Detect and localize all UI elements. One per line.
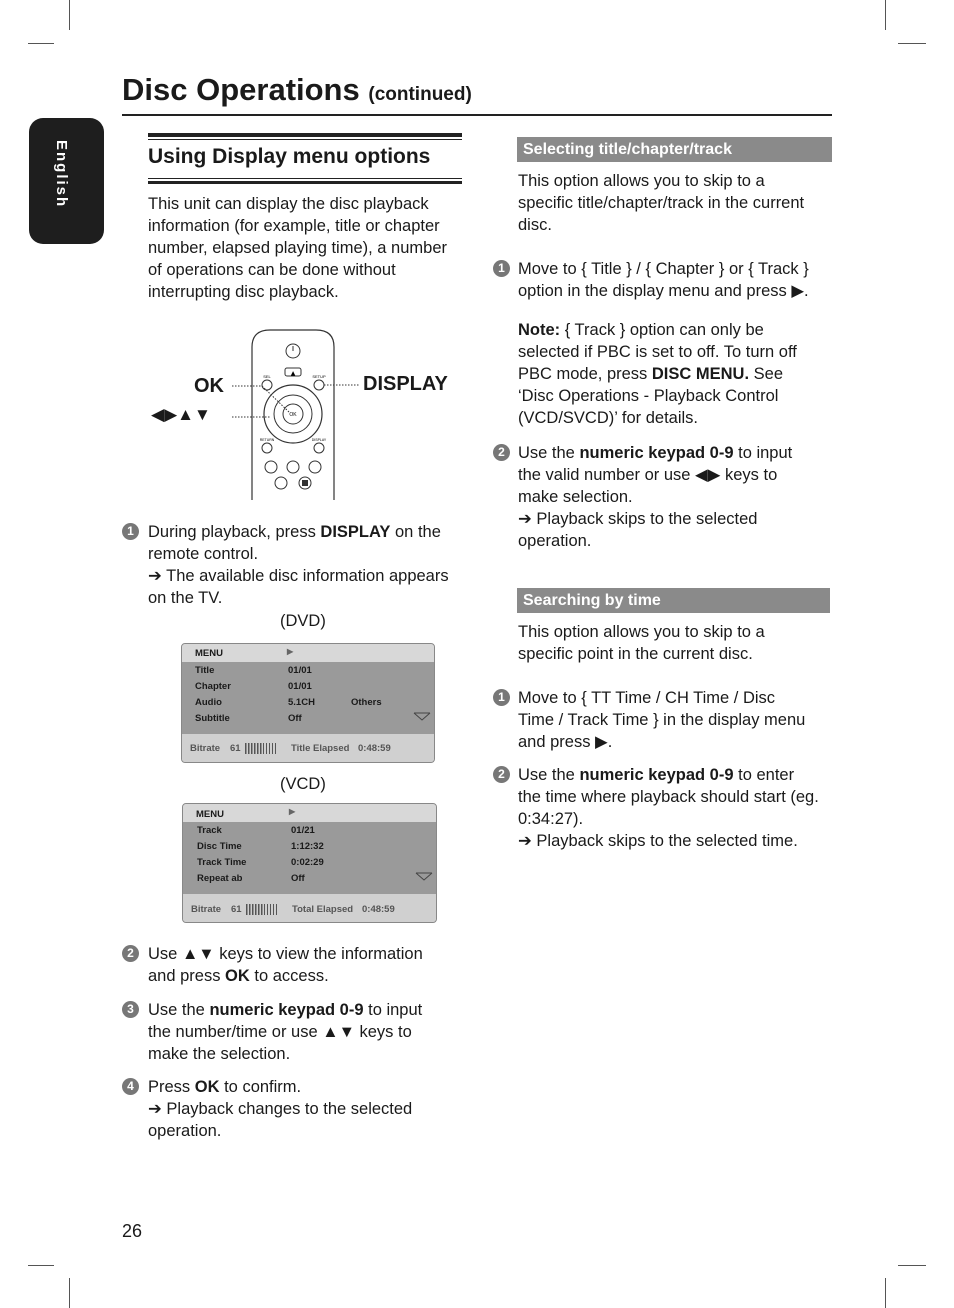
osd-bitrate-value: 61 [230,743,241,754]
text-line: and press ▶. [518,733,613,751]
selecting-intro [518,170,838,236]
text-line: This option allows you to skip to a [518,623,765,641]
bold-text: numeric keypad 0-9 [579,766,734,784]
text-line: Time / Track Time } in the display menu [518,711,806,729]
osd-row-label: Subtitle [195,713,230,724]
text-line: remote control. [148,545,259,563]
text-line: ➔ The available disc information appears [148,567,449,585]
section-heading-searching: Searching by time [517,588,830,613]
text: to confirm. [219,1078,302,1096]
osd-elapsed-value: 0:48:59 [362,904,395,915]
text-line: the valid number or use ◀▶ keys to [518,466,778,484]
osd-bitrate-label: Bitrate [191,904,222,915]
svg-text:▲: ▲ [290,370,296,377]
section-rule [148,139,462,140]
section-heading-selecting: Selecting title/chapter/track [517,137,832,162]
dvd-display-menu [181,643,435,763]
text-line: ➔ Playback skips to the selected time. [518,832,798,850]
bold-text: numeric keypad 0-9 [579,444,734,462]
bitrate-bars-icon [246,904,280,915]
crop-mark [898,1265,926,1266]
section-rule [148,181,462,184]
text-line: specific point in the current disc. [518,645,753,663]
searching-step-1 [518,687,843,753]
text-line: Move to { TT Time / CH Time / Disc [518,689,776,707]
language-tab [29,118,104,244]
searching-intro [518,621,838,665]
section-title: Using Display menu options [148,145,431,168]
osd-row-value: 1:12:32 [291,841,324,852]
remote-sel-label: SEL [263,374,271,379]
step-2 [148,943,468,987]
chevron-down-icon [413,711,433,723]
bold-text: DISC MENU. [651,365,750,383]
osd-row-value: 01/01 [288,665,312,676]
osd-row-label: Repeat ab [197,873,243,884]
text: to enter [733,766,795,784]
osd-elapsed-label: Title Elapsed [291,743,350,754]
osd-bitrate-value: 61 [231,904,242,915]
bold-text: numeric keypad 0-9 [209,1001,364,1019]
step-1 [148,521,468,609]
text: Press [148,1078,195,1096]
selecting-step-2 [518,442,843,552]
step-number-2: 2 [122,945,139,962]
osd-row-label: Disc Time [197,841,242,852]
vcd-display-menu [182,803,437,923]
osd-row-extra: Others [351,697,382,708]
note-block [518,319,843,429]
remote-control-illustration [150,325,470,500]
step-number-4: 4 [122,1078,139,1095]
text-line: This unit can display the disc playback [148,195,429,213]
section-rule [148,178,462,179]
crop-mark [69,1278,70,1308]
text-line: selected if PBC is set to off. To turn off [518,343,797,361]
step-number-1: 1 [122,523,139,540]
crop-mark [28,1265,54,1266]
osd-row-value: 5.1CH [288,697,315,708]
osd-bitrate-label: Bitrate [190,743,221,754]
vcd-label: (VCD) [280,775,326,793]
step-3 [148,999,468,1065]
chevron-down-icon [415,871,435,883]
osd-elapsed-value: 0:48:59 [358,743,391,754]
intro-paragraph [148,193,468,303]
text: and press [148,967,226,985]
note-label: Note: [518,321,561,339]
remote-ok-label: OK [289,412,297,418]
step-number-1: 1 [493,260,510,277]
text: { Track } option can only be [560,321,764,339]
text-line: ➔ Playback changes to the selected [148,1100,413,1118]
bold-text: OK [194,1078,220,1096]
arrows-callout: ◀▶▲▼ [151,405,211,424]
selecting-step-1 [518,258,843,302]
osd-row-value: Off [291,873,305,884]
text-line: Move to { Title } / { Chapter } or { Track } [518,260,809,278]
text: to input [733,444,793,462]
text-line: make the selection. [148,1045,291,1063]
step-number-1: 1 [493,689,510,706]
page-number: 26 [122,1221,143,1241]
arrow-keys-icon: ▲▼ [181,945,215,963]
step-number-2: 2 [493,444,510,461]
text-line: This option allows you to skip to a [518,172,765,190]
text-line: ➔ Playback skips to the selected [518,510,758,528]
osd-row-value: 0:02:29 [291,857,324,868]
text: on the [390,523,441,541]
section-rule [148,133,462,137]
crop-mark [885,0,886,30]
osd-row-value: 01/01 [288,681,312,692]
osd-row-label: Chapter [195,681,231,692]
page-title [122,72,472,108]
play-icon: ▶ [289,807,296,816]
title-rule [122,114,832,116]
bitrate-bars-icon [245,743,279,754]
bold-text: OK [225,967,250,985]
remote-setup-label: SETUP [312,374,326,379]
title-continued: (continued) [368,84,472,105]
text: Use the [148,1001,210,1019]
remote-return-label: RETURN [259,438,275,442]
crop-mark [69,0,70,30]
osd-row-label: Track [197,825,222,836]
text: See [749,365,784,383]
crop-mark [28,43,54,44]
text-line: the number/time or use ▲▼ keys to [148,1023,412,1041]
osd-row-value: 01/21 [291,825,315,836]
text-line: operation. [148,1122,222,1140]
ok-callout: OK [194,375,224,397]
text-line: on the TV. [148,589,223,607]
dvd-label: (DVD) [280,612,326,630]
text: to access. [249,967,329,985]
language-tab-label: English [53,140,70,209]
text-line: interrupting disc playback. [148,283,339,301]
text-line: disc. [518,216,552,234]
text-line: operation. [518,532,592,550]
text-line: (VCD/SVCD)’ for details. [518,409,699,427]
text-line: 0:34:27). [518,810,584,828]
text: Use [148,945,182,963]
text: Use the [518,766,580,784]
text-line: information (for example, title or chapter [148,217,440,235]
step-number-3: 3 [122,1001,139,1018]
crop-mark [898,43,926,44]
crop-mark [885,1278,886,1308]
searching-step-2 [518,764,843,852]
title-text: Disc Operations [122,72,360,107]
text-line: of operations can be done without [148,261,396,279]
step-number-2: 2 [493,766,510,783]
text: During playback, press [148,523,321,541]
text-line: option in the display menu and press ▶. [518,282,809,300]
text: Use the [518,444,580,462]
osd-row-label: Track Time [197,857,247,868]
osd-elapsed-label: Total Elapsed [292,904,354,915]
text-line: make selection. [518,488,633,506]
step-4 [148,1076,468,1142]
osd-menu-label: MENU [195,648,223,659]
text-line: ‘Disc Operations - Playback Control [518,387,779,405]
display-callout: DISPLAY [363,373,448,395]
remote-display-label: DISPLAY [311,438,327,442]
osd-row-label: Audio [195,697,222,708]
text: to input [363,1001,423,1019]
osd-menu-label: MENU [196,809,224,820]
text: keys to view the information [214,945,423,963]
text-line: specific title/chapter/track in the current [518,194,805,212]
osd-row-label: Title [195,665,215,676]
play-icon: ▶ [287,647,294,656]
bold-text: DISPLAY [320,523,391,541]
text-line: number, elapsed playing time), a number [148,239,447,257]
osd-row-value: Off [288,713,302,724]
text: PBC mode, press [518,365,652,383]
text-line: the time where playback should start (eg. [518,788,819,806]
